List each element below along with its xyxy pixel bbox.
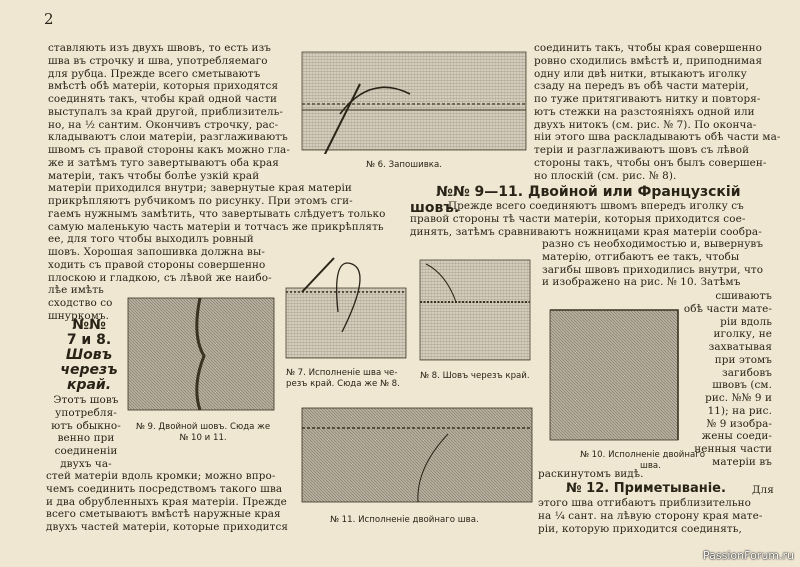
text-line: загибы швовъ приходились внутри, что [542, 263, 764, 276]
text-line: плоскою и гладкою, съ лѣвой же наибо- [48, 271, 272, 284]
text-line: ненныя части [694, 443, 772, 455]
text-line: швомъ съ правой стороны какъ можно гла- [48, 144, 290, 156]
text-line: этого шва отгибаютъ приблизительно [538, 497, 751, 509]
section-heading-9-11: №№ 9—11. Двойной или Французскій [436, 184, 741, 200]
section-heading-12: № 12. Приметываніе. [566, 481, 726, 496]
figure-11-caption: № 11. Исполненіе двойнаго шва. [330, 515, 479, 525]
text-line: но, на ½ сантим. Окончивъ строчку, рас- [48, 118, 279, 131]
text-line: стороны такъ, чтобы онъ былъ совершен- [534, 156, 767, 169]
text-line: одну или двѣ нитки, втыкаютъ иголку [534, 67, 747, 80]
text-line: на ¼ сант. на лѣвую сторону края мате- [538, 509, 763, 522]
text-line: соединять такъ, чтобы край одной части [48, 93, 278, 105]
text-line: соединеніи [54, 445, 118, 457]
column2-bottom-text [538, 497, 762, 535]
text-line: шнуркомъ. [48, 309, 109, 322]
text-line: шовъ. Хорошая запошивка должна вы- [48, 246, 265, 258]
text-line: динять, затѣмъ сравниваютъ ножницами края матеріи сообра- [410, 225, 762, 238]
text-line: матерію, отгибаютъ ее такъ, чтобы [542, 250, 740, 263]
figure-11-double-seam-execution [298, 398, 536, 506]
text-line: ставляють изъ двухъ швовъ, то есть изъ [48, 42, 271, 54]
figure-6-caption: № 6. Запошивка. [366, 160, 442, 170]
text-line: иголку, не [713, 328, 772, 341]
text-line: выступалъ за край другой, приблизитель- [48, 105, 284, 118]
text-line: матеріи въ [712, 455, 772, 468]
text-line: швовъ (см. [712, 379, 772, 392]
text-line: Этотъ шовъ [53, 394, 119, 406]
text-line: обѣ части мате- [683, 302, 772, 315]
text-line: кладываютъ слои матеріи, разглаживаютъ [48, 131, 288, 144]
text-line: двухъ частей матеріи, которые приходится [46, 521, 289, 533]
text-line: матеріи приходился внутри; завернутые края матеріи [48, 182, 352, 195]
text-line: шва въ строчку и шва, употребляемаго [48, 54, 268, 67]
text-line: матеріи, такъ чтобы болѣе узкій край [48, 169, 260, 182]
figure-6-seam-illustration [300, 44, 530, 154]
text-line: самую маленькую часть матеріи и тотчасъ же прикрѣплять [48, 220, 384, 233]
text-line: соединить такъ, чтобы края совершенно [534, 42, 763, 54]
text-line: ріи, которую приходится соединять, [538, 522, 742, 535]
page-number: 2 [44, 10, 54, 28]
figure-8-caption: № 8. Шовъ черезъ край. [420, 371, 530, 381]
text-line: по туже притягиваютъ нитку и повторя- [534, 93, 761, 105]
column2-9-11-text-rest [410, 213, 762, 239]
text-line: но плоскій (см. рис. № 8). [534, 169, 677, 182]
section-heading-7-8 [58, 318, 120, 393]
text-line: при этомъ [714, 353, 772, 366]
text-line: венно при [57, 432, 115, 445]
figure-8-over-edge-seam [416, 254, 534, 366]
heading-line: черезъ [60, 362, 118, 378]
text-line: сзаду на передъ въ обѣ части матеріи, [534, 80, 749, 93]
heading-12-tail: Для [752, 484, 774, 496]
column2-9-11-text [448, 200, 744, 213]
text-line: лѣе имѣть [48, 284, 104, 297]
text-line: ніи этого шва раскладываютъ обѣ части ма- [534, 131, 781, 144]
text-line: ровно сходились вмѣстѣ и, приподнимая [534, 54, 763, 67]
text-line: и два обрубленныхъ края матеріи. Прежде [46, 495, 287, 508]
text-line: ютъ обыкно- [51, 419, 121, 432]
caption-line: № 10 и 11. [179, 432, 227, 443]
figure-10-caption [580, 450, 705, 471]
heading-line: край. [66, 377, 112, 393]
text-line: для рубца. Прежде всего сметываютъ [48, 67, 261, 80]
heading-line: 7 и 8. [66, 332, 112, 348]
text-line: загибовъ [721, 366, 772, 379]
text-line: Прежде всего соединяютъ швомъ впередъ иголку съ [448, 200, 744, 212]
text-line: ютъ стежки на разстояніяхъ одной или [534, 105, 755, 118]
text-line: рис. №№ 9 и [705, 392, 772, 404]
text-line: сшиваютъ [715, 290, 772, 302]
text-line: ее, для того чтобы выходилъ ровный [48, 233, 254, 246]
text-line: жены соеди- [701, 430, 772, 443]
text-line: и изображено на рис. № 10. Затѣмъ [542, 276, 741, 289]
text-line: гаемъ нужнымъ замѣтить, что завертывать слѣдуетъ только [48, 207, 386, 220]
caption-line: шва. [640, 460, 661, 471]
heading-line: Шовъ [65, 347, 113, 363]
text-line: сходство со [48, 297, 113, 309]
watermark: PassionForum.ru [703, 549, 794, 562]
caption-line: № 10. Исполненіе двойнаго [580, 450, 706, 460]
text-line: захватывая [708, 341, 772, 353]
text-line: чемъ соединить посредствомъ такого шва [46, 482, 283, 495]
text-line: двухъ ча- [60, 457, 112, 470]
text-line: теріи и разглаживаютъ шовъ съ лѣвой [534, 144, 750, 156]
text-line: всего сметываютъ вмѣстѣ наружные края [46, 508, 281, 521]
text-line: 11); на рис. [707, 404, 772, 417]
figure-10-double-seam-execution [546, 304, 682, 444]
caption-line: № 9. Двойной шовъ. Сюда же [135, 422, 271, 432]
column1-bottom-text [46, 470, 288, 534]
text-line: прикрѣпляютъ рубчикомъ по рисунку. При этомъ сги- [48, 195, 353, 207]
column2-after-fig10: раскинутомъ видѣ. [538, 468, 644, 480]
section-heading-9-11-line2: шовъ. [410, 200, 460, 216]
caption-line: резъ край. Сюда же № 8. [286, 378, 400, 389]
text-line: разно съ необходимостью и, вывернувъ [542, 238, 764, 250]
text-line: № 9 изобра- [706, 417, 772, 430]
column2-9-11-text-narrow [542, 238, 763, 289]
caption-line: № 7. Исполненіе шва че- [286, 368, 398, 378]
text-line: стей матеріи вдоль кромки; можно впро- [46, 470, 276, 482]
figure-9-caption [128, 422, 278, 443]
text-line: ріи вдоль [720, 315, 772, 328]
heading-line: №№ [72, 317, 106, 333]
column1-narrow-text [46, 394, 126, 471]
text-line: двухъ нитокъ (см. рис. № 7). По оконча- [534, 118, 757, 131]
text-line: ходить съ правой стороны совершенно [48, 258, 266, 271]
figure-9-double-seam [126, 296, 276, 412]
text-line: же и затѣмъ туго завертываютъ оба края [48, 156, 279, 169]
text-line: употребля- [55, 406, 117, 419]
column2-narrow-text [680, 290, 772, 469]
text-line: вмѣстѣ обѣ матеріи, которыя приходятся [48, 80, 279, 93]
figure-7-over-edge-stitch [282, 252, 410, 364]
column2-top-text [534, 42, 781, 182]
text-line: правой стороны тѣ части матеріи, которыя приходится сое- [410, 213, 746, 225]
figure-7-caption [286, 368, 400, 389]
